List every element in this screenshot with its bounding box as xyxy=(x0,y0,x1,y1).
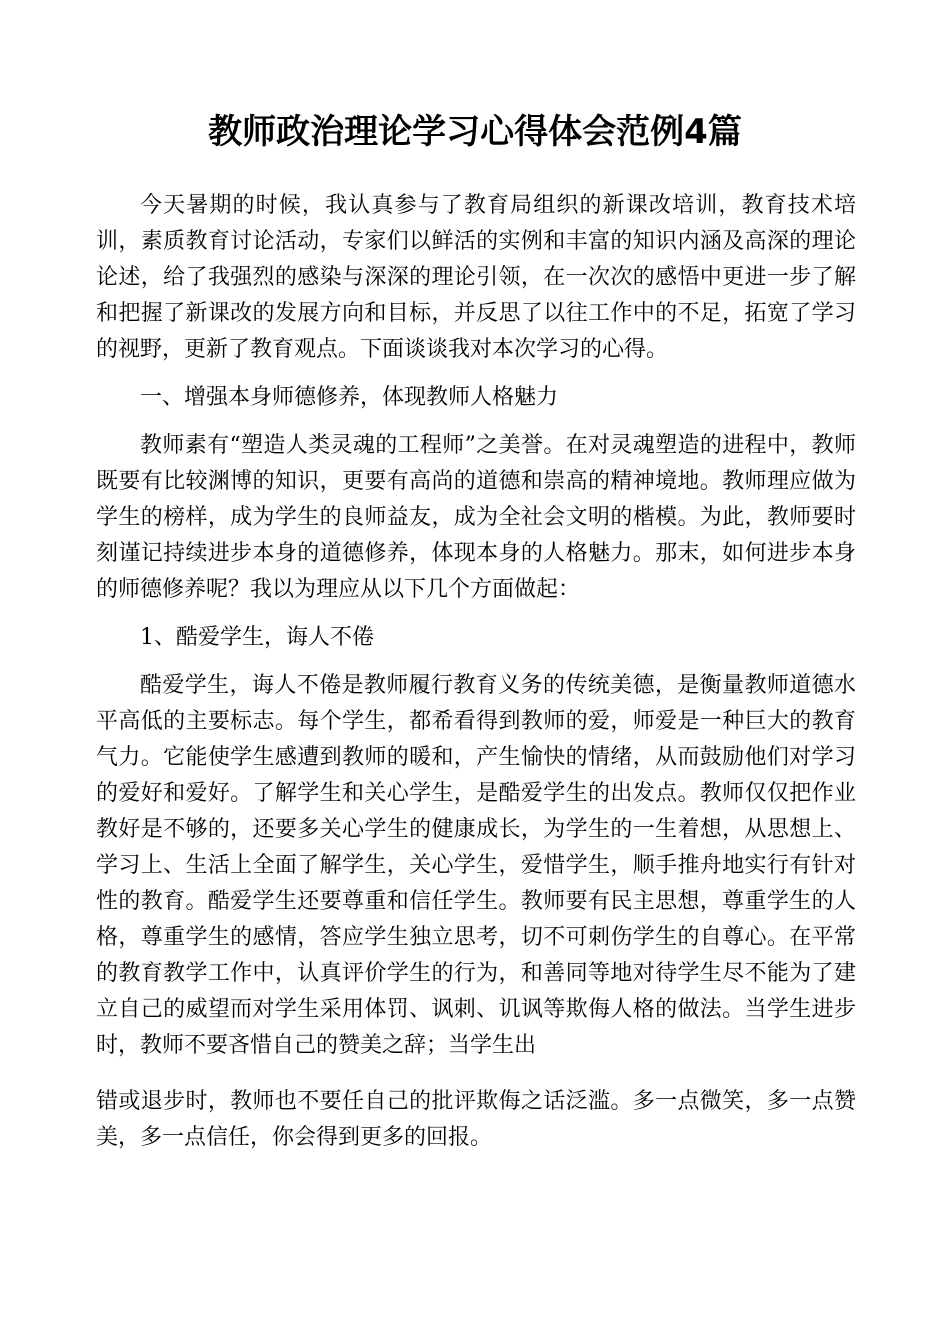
subsection-heading-1: 1、酷爱学生，诲人不倦 xyxy=(140,625,374,650)
continuation-paragraph: 错或退步时，教师也不要任自己的批评欺侮之话泛滥。多一点微笑，多一点赞美，多一点信任，你会得到更多的回报。 xyxy=(96,1089,856,1150)
intro-paragraph: 今天暑期的时候，我认真参与了教育局组织的新课改培训，教育技术培训，素质教育讨论活动，专家们以鲜活的实例和丰富的知识内涵及高深的理论论述，给了我强烈的感染与深深的理论引领，在一次次的感悟中更进一步了解和把握了新课改的发展方向和目标，并反思了以往工作中的不足，拓宽了学习的视野，更新了教育观点。下面谈谈我对本次学习的心得。 xyxy=(96,193,856,362)
section-paragraph-1: 教师素有“塑造人类灵魂的工程师”之美誉。在对灵魂塑造的进程中，教师既要有比较渊博的知识，更要有高尚的道德和崇高的精神境地。教师理应做为学生的榜样，成为学生的良师益友，成为全社会文明的楷模。为此，教师要时刻谨记持续进步本身的道德修养，体现本身的人格魅力。那末，如何进步本身的师德修养呢？我以为理应从以下几个方面做起： xyxy=(96,433,856,602)
section-heading-1: 一、增强本身师德修养，体现教师人格魅力 xyxy=(140,385,559,410)
document-body xyxy=(96,188,856,1168)
document-title: 教师政治理论学习心得体会范例4篇 xyxy=(208,112,742,152)
subsection-paragraph-1: 酷爱学生，诲人不倦是教师履行教育义务的传统美德，是衡量教师道德水平高低的主要标志。每个学生，都希看得到教师的爱，师爱是一种巨大的教育气力。它能使学生感遭到教师的暖和，产生愉快的情绪，从而鼓励他们对学习的爱好和爱好。了解学生和关心学生，是酷爱学生的出发点。教师仅仅把作业教好是不够的，还要多关心学生的健康成长，为学生的一生着想，从思想上、学习上、生活上全面了解学生，关心学生，爱惜学生，顺手推舟地实行有针对性的教育。酷爱学生还要尊重和信任学生。教师要有民主思想，尊重学生的人格，尊重学生的感情，答应学生独立思考，切不可刺伤学生的自尊心。在平常的教育教学工作中，认真评价学生的行为，和善同等地对待学生尽不能为了建立自己的威望而对学生采用体罚、讽刺、讥讽等欺侮人格的做法。当学生进步时，教师不要吝惜自己的赞美之辞；当学生出 xyxy=(96,673,856,1058)
